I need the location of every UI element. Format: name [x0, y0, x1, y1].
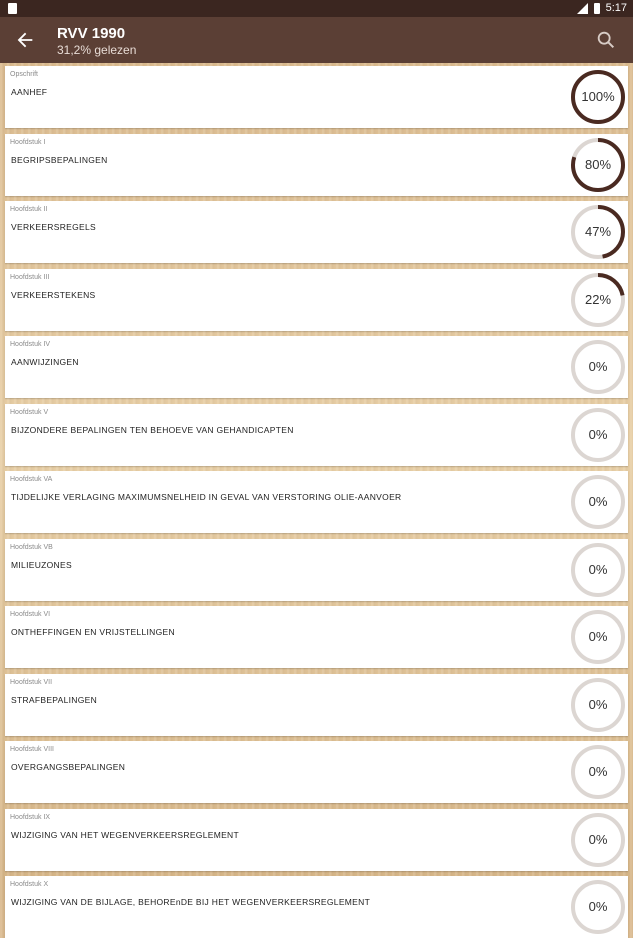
progress-percent: 0% — [588, 696, 608, 712]
app-bar — [0, 17, 633, 63]
chapter-number-label: Hoofdstuk VII — [10, 678, 53, 686]
chapter-title: AANHEF — [11, 87, 48, 97]
progress-percent: 0% — [588, 359, 608, 374]
chapter-number-label: Hoofdstuk V — [10, 408, 49, 416]
chapter-card[interactable] — [5, 201, 628, 263]
chapter-number-label: Hoofdstuk VA — [10, 476, 53, 483]
progress-percent: 47% — [584, 224, 612, 239]
progress-percent: 0% — [588, 561, 608, 577]
chapter-title: ONTHEFFINGEN EN VRIJSTELLINGEN — [11, 627, 175, 637]
progress-percent: 0% — [588, 831, 608, 847]
chapter-number-label: Hoofdstuk II — [10, 206, 48, 213]
chapter-card[interactable] — [5, 66, 628, 128]
notification-icon — [8, 3, 17, 14]
chapter-card[interactable] — [5, 876, 628, 938]
chapter-card[interactable] — [5, 809, 628, 871]
chapter-card[interactable] — [5, 539, 628, 601]
chapter-number-label: Hoofdstuk VI — [10, 611, 51, 618]
chapter-number-label: Hoofdstuk IV — [10, 341, 51, 348]
progress-percent: 100% — [581, 89, 615, 104]
chapter-number-label: Hoofdstuk III — [10, 273, 50, 281]
chapter-title: AANWIJZINGEN — [11, 357, 79, 367]
chapter-title: WIJZIGING VAN HET WEGENVERKEERSREGLEMENT — [11, 829, 239, 840]
chapter-card[interactable] — [5, 741, 628, 803]
progress-percent: 0% — [588, 494, 608, 509]
progress-percent: 0% — [588, 899, 608, 914]
status-bar — [0, 0, 633, 17]
progress-percent: 0% — [588, 426, 608, 442]
chapter-title: BIJZONDERE BEPALINGEN TEN BEHOEVE VAN GEHANDICAPTEN — [11, 424, 294, 435]
chapter-title: STRAFBEPALINGEN — [11, 694, 98, 705]
chapter-card[interactable] — [5, 336, 628, 398]
chapter-card[interactable] — [5, 606, 628, 668]
progress-percent: 80% — [584, 156, 612, 172]
signal-icon — [577, 3, 588, 14]
page-title: RVV 1990 — [57, 25, 126, 42]
progress-percent: 0% — [588, 764, 608, 779]
chapter-title: WIJZIGING VAN DE BIJLAGE, BEHOREnDE BIJ HET WEGENVERKEERSREGLEMENT — [11, 897, 371, 907]
chapter-card[interactable] — [5, 134, 628, 196]
chapter-number-label: Hoofdstuk VB — [10, 543, 53, 551]
chapter-card[interactable] — [5, 471, 628, 533]
chapter-title: MILIEUZONES — [11, 559, 72, 570]
chapter-title: VERKEERSTEKENS — [11, 289, 96, 300]
chapter-title: VERKEERSREGELS — [11, 222, 96, 232]
chapter-number-label: Hoofdstuk IX — [10, 813, 51, 821]
chapter-number-label: Hoofdstuk VIII — [10, 746, 54, 753]
chapter-title: OVERGANGSBEPALINGEN — [11, 762, 126, 772]
chapter-card[interactable] — [5, 674, 628, 736]
battery-icon — [594, 3, 600, 14]
chapter-number-label: Opschrift — [10, 71, 39, 78]
status-time: 5:17 — [605, 2, 627, 14]
chapter-card[interactable] — [5, 404, 628, 466]
progress-percent: 22% — [584, 291, 612, 307]
read-progress-subtitle: 31,2% gelezen — [57, 43, 137, 57]
chapter-title: BEGRIPSBEPALINGEN — [11, 154, 108, 165]
search-icon[interactable] — [595, 29, 617, 51]
chapter-title: TIJDELIJKE VERLAGING MAXIMUMSNELHEID IN GEVAL VAN VERSTORING OLIE-AANVOER — [11, 492, 402, 502]
back-arrow-icon[interactable] — [14, 29, 36, 51]
chapter-number-label: Hoofdstuk X — [10, 881, 49, 888]
chapter-number-label: Hoofdstuk I — [10, 138, 46, 146]
progress-percent: 0% — [588, 629, 608, 644]
chapter-card[interactable] — [5, 269, 628, 331]
